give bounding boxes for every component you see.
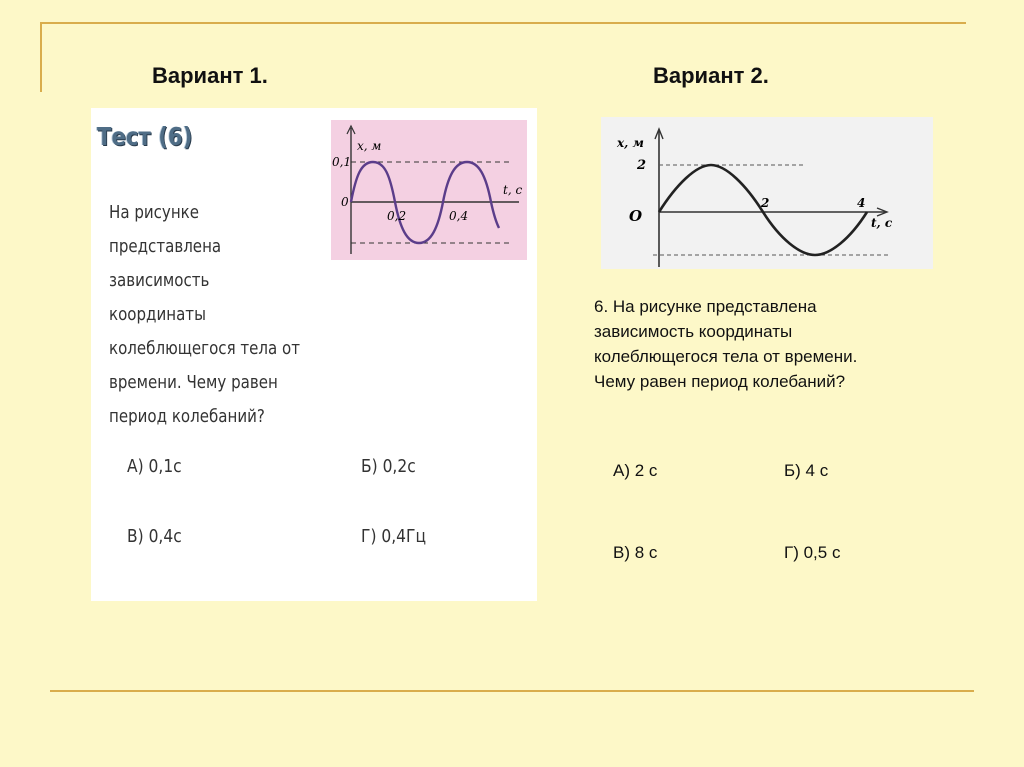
variant1-option-b: Б) 0,2с: [361, 456, 416, 477]
variant2-graph: [601, 117, 933, 269]
question-line: времени. Чему равен: [109, 373, 278, 393]
frame-left-line: [40, 22, 42, 92]
variant1-card: [91, 108, 537, 601]
x-axis-label: t, с: [871, 216, 893, 230]
variant1-graph: [331, 120, 527, 260]
x-axis-label: t, с: [503, 183, 523, 197]
x-tick-label-2: 0,4: [449, 209, 469, 223]
frame-top-line: [40, 22, 966, 24]
variant1-option-c: В) 0,4с: [127, 526, 182, 547]
x-tick-label-1: 2: [761, 196, 770, 210]
origin-label: O: [629, 207, 643, 225]
question-line: колеблющегося тела от: [109, 339, 301, 359]
question-line: период колебаний?: [109, 407, 265, 427]
variant2-option-d: Г) 0,5 с: [784, 543, 841, 562]
question-line: колеблющегося тела от времени.: [594, 347, 858, 366]
variant1-heading: Вариант 1.: [152, 63, 268, 88]
question-line: зависимость координаты: [109, 271, 210, 325]
variant1-question: [109, 196, 307, 434]
variant2-question: [594, 294, 954, 394]
question-line: На рисунке представлена: [109, 203, 222, 257]
frame-bottom-line: [50, 690, 974, 692]
variant1-option-d: Г) 0,4Гц: [361, 526, 426, 547]
variant1-option-a: А) 0,1с: [127, 456, 182, 477]
variant2-option-c: В) 8 с: [613, 543, 658, 562]
variant2-heading: Вариант 2.: [653, 63, 769, 88]
test-label: Тест (6): [97, 122, 193, 151]
x-tick-label-2: 4: [857, 196, 866, 210]
y-tick-label: 2: [637, 158, 647, 173]
y-tick-label: 0,1: [332, 155, 352, 169]
y-axis-label: x, м: [357, 139, 382, 153]
question-line: Чему равен период колебаний?: [594, 372, 846, 391]
x-tick-label-1: 0,2: [387, 209, 407, 223]
variant2-option-b: Б) 4 с: [784, 461, 829, 480]
origin-label: 0: [341, 195, 349, 209]
oscillation-curve: [659, 165, 867, 255]
variant2-option-a: А) 2 с: [613, 461, 658, 480]
y-axis-label: x, м: [617, 136, 644, 150]
question-line: 6. На рисунке представлена: [594, 297, 817, 316]
question-line: зависимость координаты: [594, 322, 793, 341]
